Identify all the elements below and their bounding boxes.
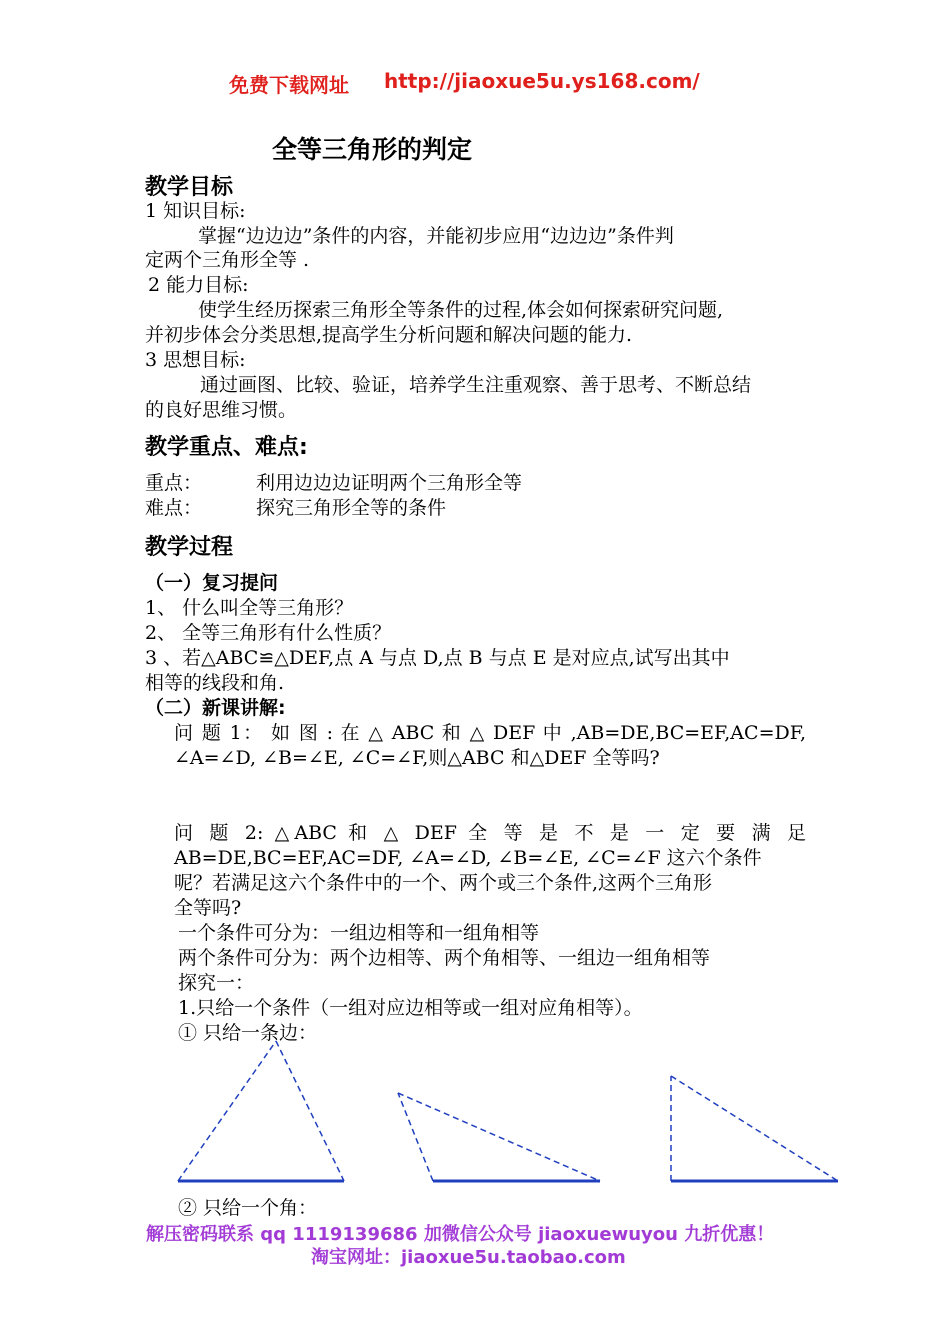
review-question-1: 1、 什么叫全等三角形？	[145, 597, 354, 619]
only-one-condition-text: 1.只给一个条件（一组对应边相等或一组对应角相等）。	[178, 997, 643, 1019]
header-label: 免费下载网址	[229, 73, 349, 97]
one-side-label: ① 只给一条边：	[178, 1022, 318, 1044]
problem-2-line-4: 全等吗?	[174, 897, 242, 919]
footer-line-1: 解压密码联系 qq 1119139686 加微信公众号 jiaoxuewuyou 九折优惠！	[146, 1224, 775, 1245]
key-label: 重点：	[145, 472, 203, 494]
review-heading: （一）复习提问	[145, 572, 279, 594]
one-condition-text: 一个条件可分为：一组边相等和一组角相等	[178, 922, 540, 944]
problem-2-line-2: AB=DE,BC=EF,AC=DF, ∠A=∠D, ∠B=∠E, ∠C=∠F 这六个条件	[174, 847, 762, 869]
problem-1-line-1: 问 题 1： 如 图 : 在 △ ABC 和 △ DEF 中 ,AB=DE,BC=EF,AC=DF,	[174, 722, 806, 744]
problem-2-line-1: 问 题 2: △ABC 和 △ DEF 全 等 是 不 是 一 定 要 满 足	[174, 822, 806, 844]
ability-line-2: 并初步体会分类思想,提高学生分析问题和解决问题的能力.	[145, 324, 633, 346]
one-angle-label: ② 只给一个角：	[178, 1197, 318, 1219]
thought-label: 3 思想目标:	[145, 349, 246, 371]
review-question-3-line-2: 相等的线段和角.	[145, 672, 285, 694]
triangle-3	[671, 1076, 838, 1181]
knowledge-line-2: 定两个三角形全等 .	[145, 249, 310, 271]
review-question-2: 2、 全等三角形有什么性质？	[145, 622, 392, 644]
knowledge-line-1: 掌握“边边边”条件的内容，并能初步应用“边边边”条件判	[198, 225, 674, 247]
key-text: 利用边边边证明两个三角形全等	[256, 472, 523, 494]
review-question-3-line-1: 3 、若△ABC≌△DEF,点 A 与点 D,点 B 与点 E 是对应点,试写出其中	[145, 647, 730, 669]
thought-line-1: 通过画图、比较、验证，培养学生注重观察、善于思考、不断总结	[200, 374, 752, 396]
objectives-heading: 教学目标	[145, 175, 234, 200]
page-title: 全等三角形的判定	[272, 135, 473, 164]
thought-line-2: 的良好思维习惯。	[145, 399, 298, 421]
triangle-1	[178, 1041, 344, 1181]
ability-label: 2 能力目标:	[148, 274, 249, 296]
ability-line-1: 使学生经历探索三角形全等条件的过程,体会如何探索研究问题,	[198, 299, 724, 321]
keypoints-heading: 教学重点、难点:	[145, 435, 308, 460]
triangle-2	[398, 1093, 600, 1181]
header-url[interactable]: http://jiaoxue5u.ys168.com/	[384, 69, 700, 93]
difficulty-text: 探究三角形全等的条件	[256, 497, 447, 519]
footer-line-2[interactable]: 淘宝网址：jiaoxue5u.taobao.com	[311, 1247, 626, 1268]
knowledge-label: 1 知识目标:	[145, 200, 246, 222]
two-condition-text: 两个条件可分为：两个边相等、两个角相等、一组边一组角相等	[178, 947, 711, 969]
process-heading: 教学过程	[145, 535, 234, 560]
problem-2-line-3: 呢？若满足这六个条件中的一个、两个或三个条件,这两个三角形	[174, 872, 713, 894]
difficulty-label: 难点：	[145, 497, 203, 519]
problem-1-line-2: ∠A=∠D, ∠B=∠E, ∠C=∠F,则△ABC 和△DEF 全等吗?	[174, 747, 660, 769]
explore-one-label: 探究一：	[178, 972, 255, 994]
new-lesson-heading: （二）新课讲解:	[145, 697, 286, 719]
